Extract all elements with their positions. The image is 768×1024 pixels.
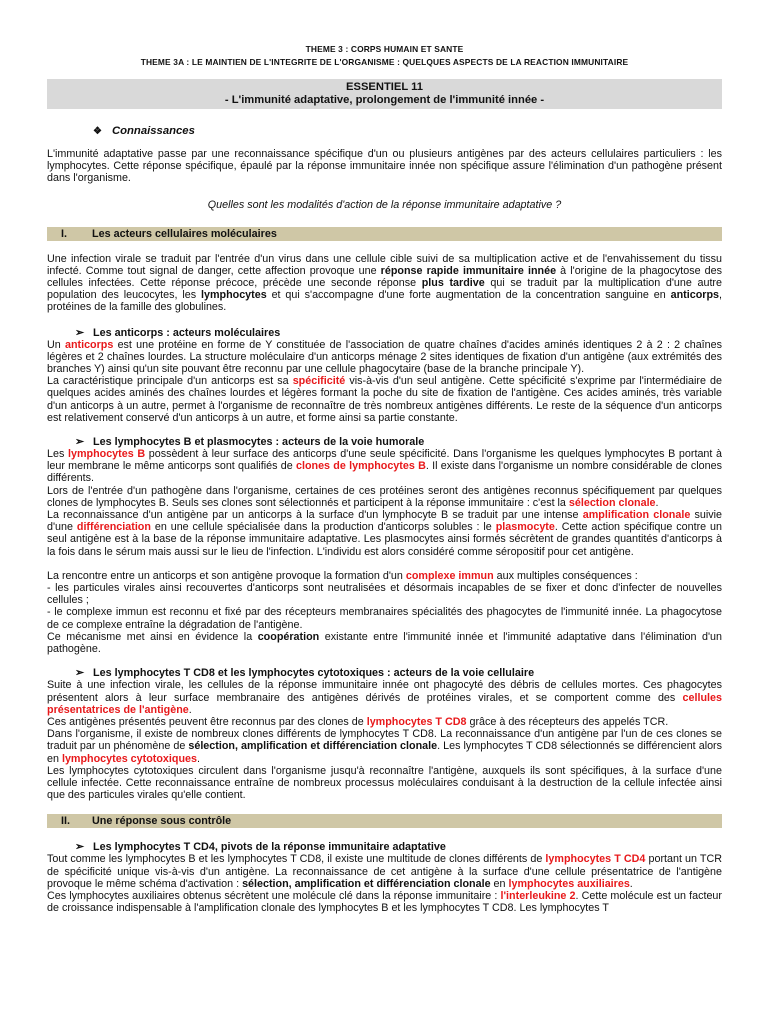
anticorps-paragraph-1: Un anticorps est une protéine en forme de Y constituée de l'association de quatre chaînes d'acides aminés identiques 2 à 2 : 2 chaînes légères et 2 chaînes lourdes. La structure moléculaire d'un anticorps ménage 2 sites identiques de fixation d'un antigène (aux extrémités des branches Y) ainsi qu'un site pouvant être reconnu par une cellule phagocytaire (base de la branche principale Y). (47, 338, 722, 376)
essentiel-banner (47, 79, 722, 109)
guiding-question: Quelles sont les modalités d'action de la réponse immunitaire adaptative ? (207, 198, 562, 211)
lb-paragraph-5: Ce mécanisme met ainsi en évidence la coopération existante entre l'immunité innée et l'immunité adaptative dans l'élimination d'un pathogène. (47, 630, 723, 656)
lb-paragraph-2: Lors de l'entrée d'un pathogène dans l'organisme, certaines de ces protéines seront des antigènes reconnus spécifiquement par quelques clones de lymphocytes B. Seuls ses clones sont sélectionnés et participent à la réponse immunitaire : c'est la sélection clonale. (47, 484, 722, 509)
intro-paragraph: L'immunité adaptative passe par une reconnaissance spécifique d'un ou plusieurs antigènes par des acteurs cellulaires particuliers : les lymphocytes. Cette réponse spécifique, épaulé par la réponse immunitaire innée non spécifique assure l'élimination d'un pathogène présent dans l'organisme. (47, 148, 722, 185)
arrow-bullet-icon: ➢ (75, 436, 85, 449)
subheading-label: Les anticorps : acteurs moléculaires (93, 326, 281, 339)
essentiel-subtitle: - L'immunité adaptative, prolongement de l'immunité innée - (224, 94, 545, 106)
infection-paragraph: Une infection virale se traduit par l'entrée d'un virus dans une cellule cible suivi de sa multiplication active et de l'envahissement du tissu infecté. Comme tout signal de danger, cette affection provoque une réponse rapide immunitaire innée à l'origine de la phagocytose des cellules infectées. Cette réponse précoce, précède une seconde réponse plus tardive qui se traduit par la multiplication d'une autre population des leucocytes, les lymphocytes et qui s'accompagne d'une forte augmentation de la concentration sanguine en anticorps, protéines de la famille des globulines. (47, 252, 722, 314)
lt4-paragraph-1: Tout comme les lymphocytes B et les lymphocytes T CD8, il existe une multitude de clones différents de lymphocytes T CD4 portant un TCR de spécificité unique vis-à-vis d'un antigène. La reconnaissance de cet antigène à la surface d'une cellule présentatrice de l'antigène provoque le même schéma d'activation : sélection, amplification et différenciation clonale en lymphocytes auxiliaires. (47, 853, 723, 890)
lb-paragraph-4: La rencontre entre un anticorps et son antigène provoque la formation d'un complexe immun aux multiples conséquences : (47, 569, 638, 582)
section-heading-2 (47, 814, 722, 828)
section-number: II. (61, 815, 70, 828)
arrow-bullet-icon: ➢ (75, 326, 85, 339)
arrow-bullet-icon: ➢ (75, 667, 85, 680)
section-title: Les acteurs cellulaires moléculaires (92, 227, 277, 240)
document-page (47, 0, 722, 914)
essentiel-title: ESSENTIEL 11 (346, 81, 423, 93)
section-number: I. (61, 227, 67, 240)
section-heading-1 (47, 227, 722, 241)
subheading-lymphocytes-t-cd8 (75, 667, 722, 679)
diamond-bullet-icon: ❖ (93, 126, 102, 137)
knowledge-title: Connaissances (111, 125, 195, 137)
lb-list-item-2: - le complexe immun est reconnu et fixé par des récepteurs membranaires spécialités des phagocytes de l'immunité innée. La phagocytose de ce complexe entraîne la dégradation de l'antigène. (47, 606, 722, 631)
lt4-paragraph-2: Ces lymphocytes auxiliaires obtenus sécrètent une molécule clé dans la réponse immunitaire : l'interleukine 2. Cette molécule est un facteur de croissance indispensable à l'amplification clonale des lymphocytes B et les lymphocytes T CD8. Les lymphocytes T (47, 889, 722, 915)
theme-subtitle: THEME 3A : LE MAINTIEN DE L'INTEGRITE DE L'ORGANISME : QUELQUES ASPECTS DE LA REACTION IMMUNITAIRE (140, 57, 629, 67)
subheading-label: Les lymphocytes B et plasmocytes : acteurs de la voie humorale (93, 436, 425, 449)
lt8-paragraph-3: Dans l'organisme, il existe de nombreux clones différents de lymphocytes T CD8. La reconnaissance d'un antigène par l'un de ces clones se traduit par un phénomène de sélection, amplification et différenciation clonale. Les lymphocytes T CD8 sélectionnés se différencient alors en lymphocytes cytotoxiques. (47, 728, 723, 765)
subheading-label: Les lymphocytes T CD4, pivots de la réponse immunitaire adaptative (93, 841, 446, 854)
anticorps-paragraph-2: La caractéristique principale d'un anticorps est sa spécificité vis-à-vis d'un seul antigène. Cette spécificité s'exprime par l'intermédiaire de quelques acides aminés des chaînes lourdes et légères formant la poche du site de fixation de l'antigène. Ces acides aminés, très variable d'un anticorps à un autre, permet à l'organisme de reconnaître de très nombreux antigènes différents. Le reste de la séquence d'un anticorps est relativement conservé d'un anticorps à un autre, et forme ainsi sa partie constante. (47, 375, 722, 424)
lb-paragraph-1: Les lymphocytes B possèdent à leur surface des anticorps d'une seule spécificité. Dans l'organisme les quelques lymphocytes B portant à leur membrane le même anticorps sont qualifiés de clones de lymphocytes B. Il existe dans l'organisme un nombre considérable de clones différents. (47, 448, 723, 485)
section-title: Une réponse sous contrôle (92, 815, 232, 828)
lb-list-item-1: - les particules virales ainsi recouvertes d'anticorps sont neutralisées et désormais incapables de se fixer et donc d'infecter de nouvelles cellules ; (47, 582, 722, 607)
subheading-lymphocytes-b (75, 436, 722, 448)
arrow-bullet-icon: ➢ (75, 841, 85, 854)
lt8-paragraph-4: Les lymphocytes cytotoxiques circulent dans l'organisme jusqu'à reconnaître l'antigène, auxquels ils sont spécifiques, à la surface d'une cellule infectée. Cette reconnaissance entraîne de nombreux processus moléculaires conduisant à la destruction de la cellule infectée ainsi que des particules virales qu'elle contient. (47, 764, 722, 802)
subheading-anticorps (75, 327, 722, 339)
lb-paragraph-3: La reconnaissance d'un antigène par un anticorps à la surface d'un lymphocyte B se traduit par une intense amplification clonale suivie d'une différenciation en une cellule spécialisée dans la production d'anticorps solubles : le plasmocyte. Cette action spécifique contre un seul antigène est à la base de la réponse immunitaire adaptative. Les plasmocytes ainsi formés sécrètent de grandes quantités d'anticorps à la fois dans le sérum mais aussi sur le lieu de l'infection. L'individu est alors considéré comme séropositif pour cet antigène. (47, 509, 722, 558)
theme-title: THEME 3 : CORPS HUMAIN ET SANTE (305, 44, 464, 54)
lt8-paragraph-1: Suite à une infection virale, les cellules de la réponse immunitaire innée ont phagocyté des débris de cellules mortes. Ces phagocytes présentent alors à leur surface membranaire des antigènes dérivés de protéines virales, et se comportent comme des cellules présentatrices de l'antigène. (47, 679, 722, 716)
subheading-label: Les lymphocytes T CD8 et les lymphocytes cytotoxiques : acteurs de la voie cellulaire (93, 667, 535, 680)
lt8-paragraph-2: Ces antigènes présentés peuvent être reconnus par des clones de lymphocytes T CD8 grâce à des récepteurs des appelés TCR. (47, 715, 669, 728)
knowledge-heading (93, 125, 722, 138)
subheading-lymphocytes-t-cd4 (75, 841, 722, 853)
